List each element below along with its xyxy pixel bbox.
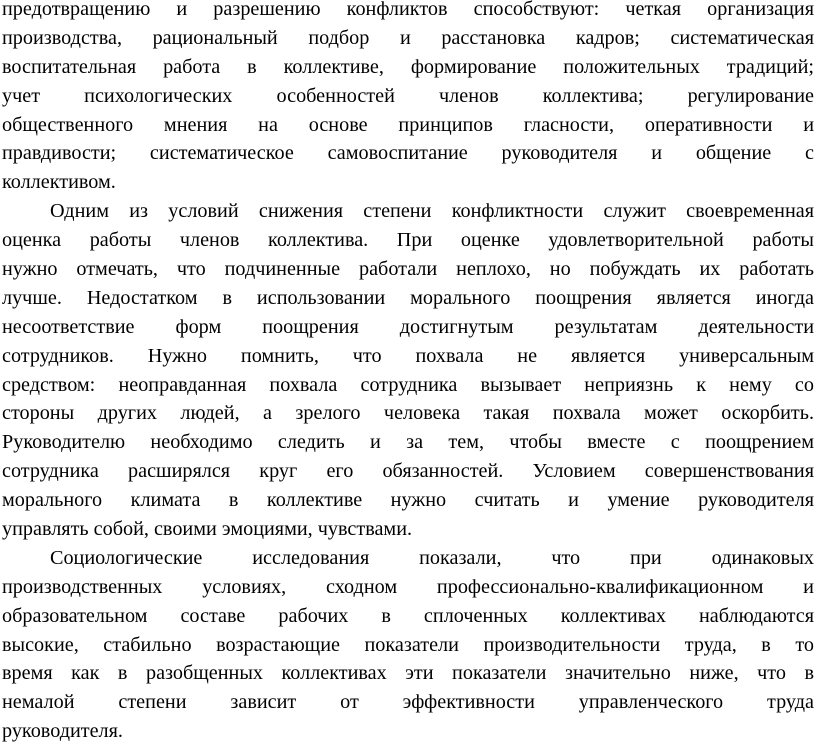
text-line: предотвращению и разрешению конфликтов способствуют: четкая организация — [2, 0, 814, 20]
text-line: нужно отмечать, что подчиненные работали неплохо, но побуждать их работать — [2, 258, 814, 281]
text-line: сотрудника расширялся круг его обязанностей. Условием совершенствования — [2, 460, 814, 483]
text-line: сотрудников. Нужно помнить, что похвала не является универсальным — [2, 344, 814, 367]
text-line: немалой степени зависит от эффективности управленческого труда — [2, 691, 814, 714]
text-line: морального климата в коллективе нужно считать и умение руководителя — [2, 489, 814, 512]
text-line: общественного мнения на основе принципов гласности, оперативности и — [2, 113, 814, 136]
text-line: учет психологических особенностей членов коллектива; регулирование — [2, 84, 814, 107]
paragraph-2 — [2, 197, 814, 544]
text-line: правдивости; систематическое самовоспитание руководителя и общение с — [2, 142, 814, 165]
text-line: средством: неоправданная похвала сотрудника вызывает неприязнь к нему со — [2, 373, 814, 396]
text-line: управлять собой, своими эмоциями, чувствами. — [2, 518, 413, 541]
text-line: время как в разобщенных коллективах эти показатели значительно ниже, что в — [2, 662, 814, 685]
text-line: Руководителю необходимо следить и за тем, чтобы вместе с поощрением — [2, 431, 814, 454]
text-line: несоответствие форм поощрения достигнутым результатам деятельности — [2, 315, 814, 338]
text-line: производственных условиях, сходном профессионально-квалификационном и — [2, 575, 814, 598]
text-line: оценка работы членов коллектива. При оценке удовлетворительной работы — [2, 229, 814, 252]
text-line: лучше. Недостатком в использовании морального поощрения является иногда — [2, 286, 814, 309]
text-line: Одним из условий снижения степени конфликтности служит своевременная — [50, 200, 814, 223]
text-line: Социологические исследования показали, что при одинаковых — [50, 546, 814, 569]
text-line: образовательном составе рабочих в сплоченных коллективах наблюдаются — [2, 604, 814, 627]
text-line: воспитательная работа в коллективе, формирование положительных традиций; — [2, 55, 814, 78]
text-line: высокие, стабильно возрастающие показатели производительности труда, в то — [2, 633, 814, 656]
text-line: производства, рациональный подбор и расстановка кадров; систематическая — [2, 26, 814, 49]
paragraph-3 — [2, 544, 814, 746]
text-line: руководителя. — [2, 720, 123, 743]
paragraph-1 — [2, 0, 814, 197]
text-line: стороны других людей, а зрелого человека такая похвала может оскорбить. — [2, 402, 814, 425]
text-line: коллективом. — [2, 171, 116, 194]
